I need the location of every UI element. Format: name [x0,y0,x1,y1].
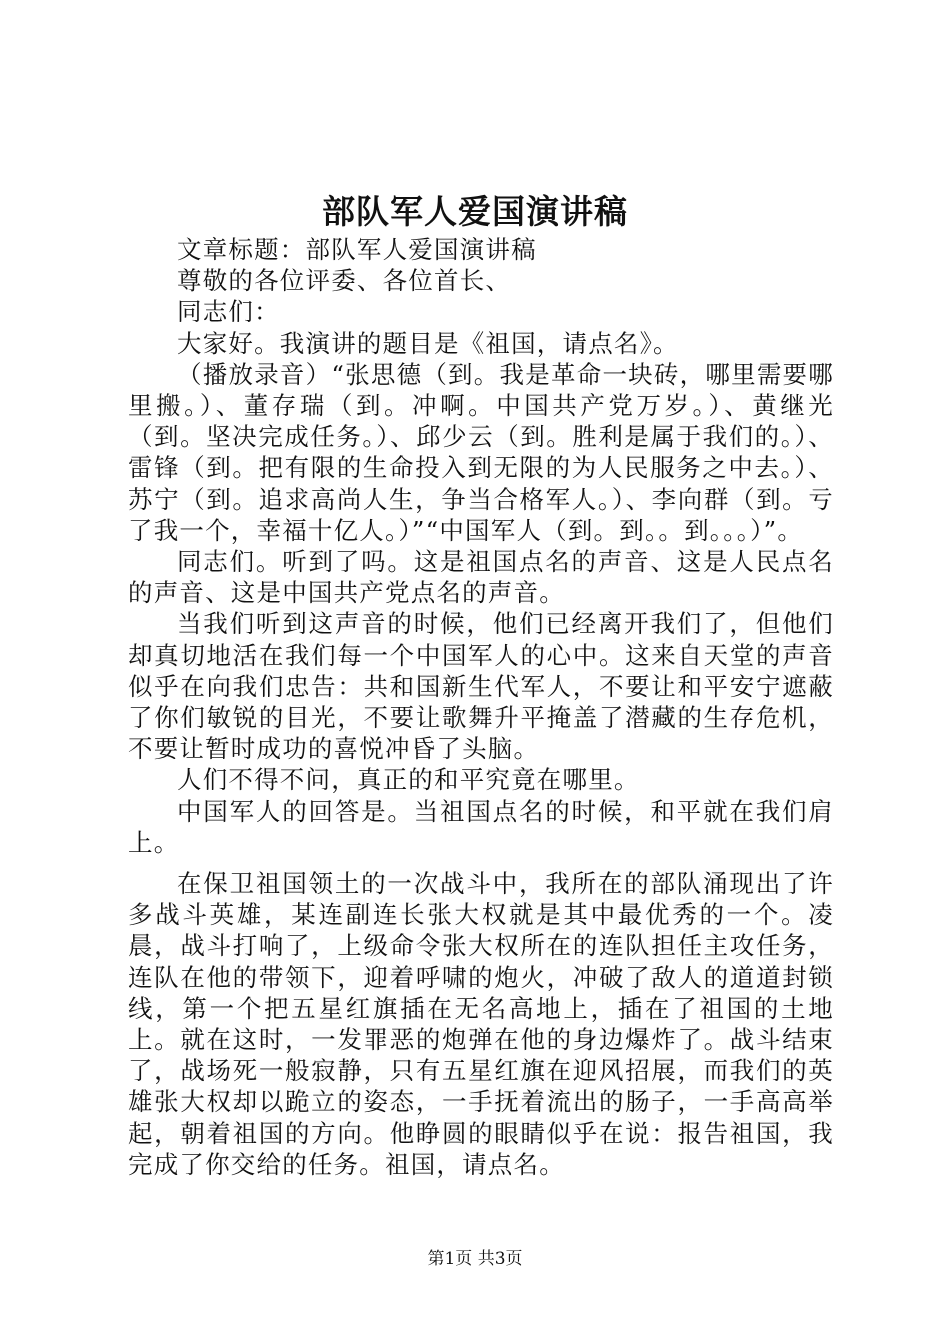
paragraph-greeting: 大家好。我演讲的题目是《祖国，请点名》。 [177,328,679,358]
page-footer: 第1页 共3页 [427,1249,523,1269]
paragraph-question: 人们不得不问，真正的和平究竟在哪里。 [177,765,640,795]
paragraph-answer: 中国军人的回答是。当祖国点名的时候，和平就在我们肩上。 [128,796,834,857]
document-title: 部队军人爱国演讲稿 [322,192,628,231]
paragraph-salutation: 尊敬的各位评委、各位首长、 [177,266,512,296]
paragraph-voices: 同志们。听到了吗。这是祖国点名的声音、这是人民点名的声音、这是中国共产党点名的声音。 [128,547,834,608]
paragraph-roll-call: （播放录音）“张思德（到。我是革命一块砖，哪里需要哪里搬。）、董存瑞（到。冲啊。中国共产党万岁。）、黄继光（到。坚决完成任务。）、邱少云（到。胜利是属于我们的。）、雷锋（到。把有限的生命投入到无限的为人民服务之中去。）、苏宁（到。追求高尚人生，争当合格军人。）、李向群（到。亏了我一个，幸福十亿人。）”“中国军人（到。到。。到。。。）”。 [128,359,834,545]
paragraph-comrades: 同志们： [177,297,280,327]
paragraph-article-title: 文章标题：部队军人爱国演讲稿 [177,235,537,264]
document-body [128,234,834,1180]
paragraph-warning: 当我们听到这声音的时候，他们已经离开我们了，但他们却真切地活在我们每一个中国军人的心中。这来自天堂的声音似乎在向我们忠告：共和国新生代军人，不要让和平安宁遮蔽了你们敏锐的目光，不要让歌舞升平掩盖了潜藏的生存危机，不要让暂时成功的喜悦冲昏了头脑。 [128,609,834,764]
paragraph-battle-story: 在保卫祖国领土的一次战斗中，我所在的部队涌现出了许多战斗英雄，某连副连长张大权就是其中最优秀的一个。凌晨，战斗打响了，上级命令张大权所在的连队担任主攻任务，连队在他的带领下，迎着呼啸的炮火，冲破了敌人的道道封锁线，第一个把五星红旗插在无名高地上，插在了祖国的土地上。就在这时，一发罪恶的炮弹在他的身边爆炸了。战斗结束了，战场死一般寂静，只有五星红旗在迎风招展，而我们的英雄张大权却以跪立的姿态，一手抚着流出的肠子，一手高高举起，朝着祖国的方向。他睁圆的眼睛似乎在说：报告祖国，我完成了你交给的任务。祖国，请点名。 [128,869,834,1179]
